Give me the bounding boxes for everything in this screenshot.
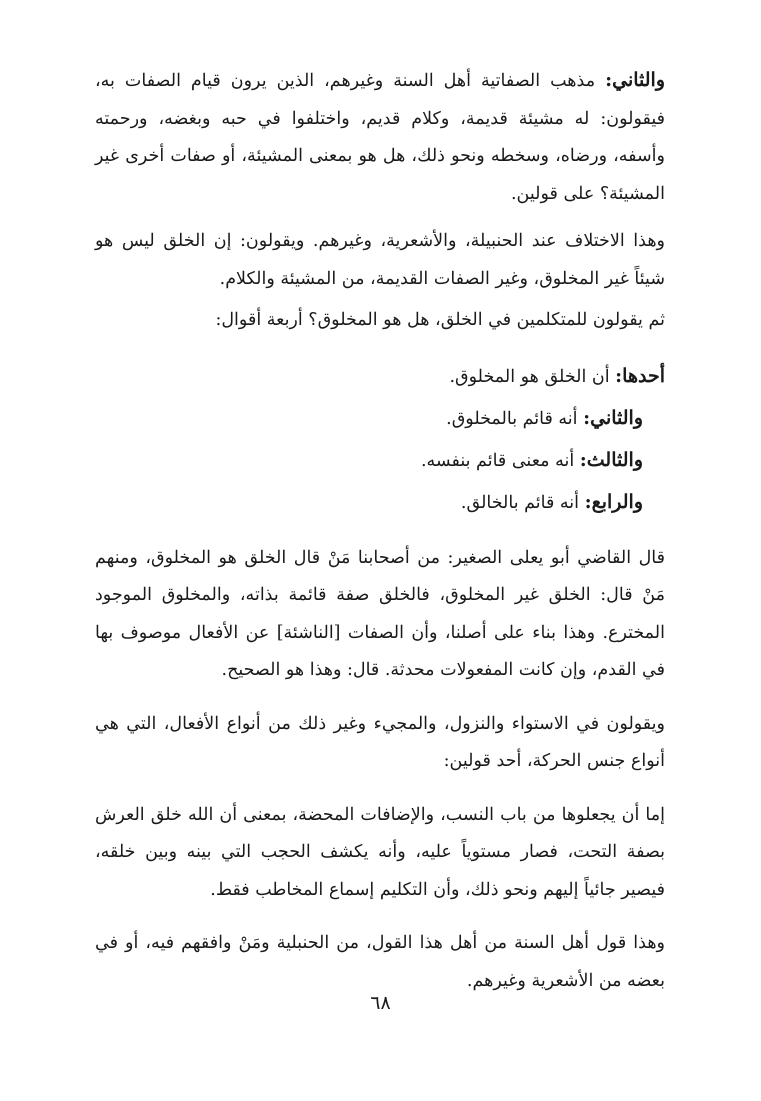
paragraph-four-opinions-intro: ثم يقولون للمتكلمين في الخلق، هل هو المخلوق؟ أربعة أقوال: [215,310,665,330]
paragraph-qadi-quote: قال القاضي أبو يعلى الصغير: من أصحابنا مَنْ قال الخلق هو المخلوق، ومنهم مَنْ قال: الخلق غير المخلوق، فالخلق صفة قائمة بذاته، والمخلوق الموجود المخترع. وهذا بناء على أصلنا، وأن الصفات [الناشئة] عن الأفعال موصوف بها في القدم، وإن كانت المفعولات محدثة. قال: وهذا هو الصحيح. [95,547,665,680]
opinion-item [95,482,665,524]
opinion-text: أنه قائم بالمخلوق. [446,408,584,429]
paragraph-lead: والثاني: [605,69,665,91]
paragraph-istiwa: ويقولون في الاستواء والنزول، والمجيء وغير ذلك من أنواع الأفعال، التي هي أنواع جنس الحركة، أحد قولين: [95,713,665,771]
opinion-item [95,398,665,440]
opinion-item [95,356,665,398]
opinion-lead: والرابع: [584,490,643,513]
paragraph-text: مذهب الصفاتية أهل السنة وغيرهم، الذين يرون قيام الصفات به، فيقولون: له مشيئة قديمة، وكلام قديم، واختلفوا في حبه وبغضه، ورحمته وأسفه، ورضاه، وسخطه ونحو ذلك، هل هو بمعنى المشيئة، أو صفات أخرى غير المشيئة؟ على قولين. [95,71,665,204]
paragraph-ahl-sunna: وهذا قول أهل السنة من أهل هذا القول، من الحنبلية ومَنْ وافقهم فيه، أو في بعضه من الأشعرية وغيرهم. [95,933,665,991]
page-number: ٦٨ [370,992,391,1014]
opinion-lead: أحدها: [615,364,665,387]
opinion-lead: والثاني: [583,406,643,429]
opinion-text: أنه معنى قائم بنفسه. [420,450,580,471]
opinions-list [95,356,665,524]
paragraph-second-view [95,62,665,213]
paragraph-disagreement: وهذا الاختلاف عند الحنبيلة، والأشعرية، وغيرهم. ويقولون: إن الخلق ليس هو شيئاً غير المخلوق، وغير الصفات القديمة، من المشيئة والكلام. [95,231,665,289]
opinion-item [95,440,665,482]
paragraph-relations: إما أن يجعلوها من باب النسب، والإضافات المحضة، بمعنى أن الله خلق العرش بصفة التحت، فصار مستوياً عليه، وأنه يكشف الحجب التي بينه وبين خلقه، فيصير جائياً إليهم ونحو ذلك، وأن التكليم إسماع المخاطب فقط. [95,804,666,900]
document-page [95,62,665,1000]
opinion-text: أنه قائم بالخالق. [460,492,585,513]
opinion-text: أن الخلق هو المخلوق. [449,366,616,387]
opinion-lead: والثالث: [579,448,643,471]
